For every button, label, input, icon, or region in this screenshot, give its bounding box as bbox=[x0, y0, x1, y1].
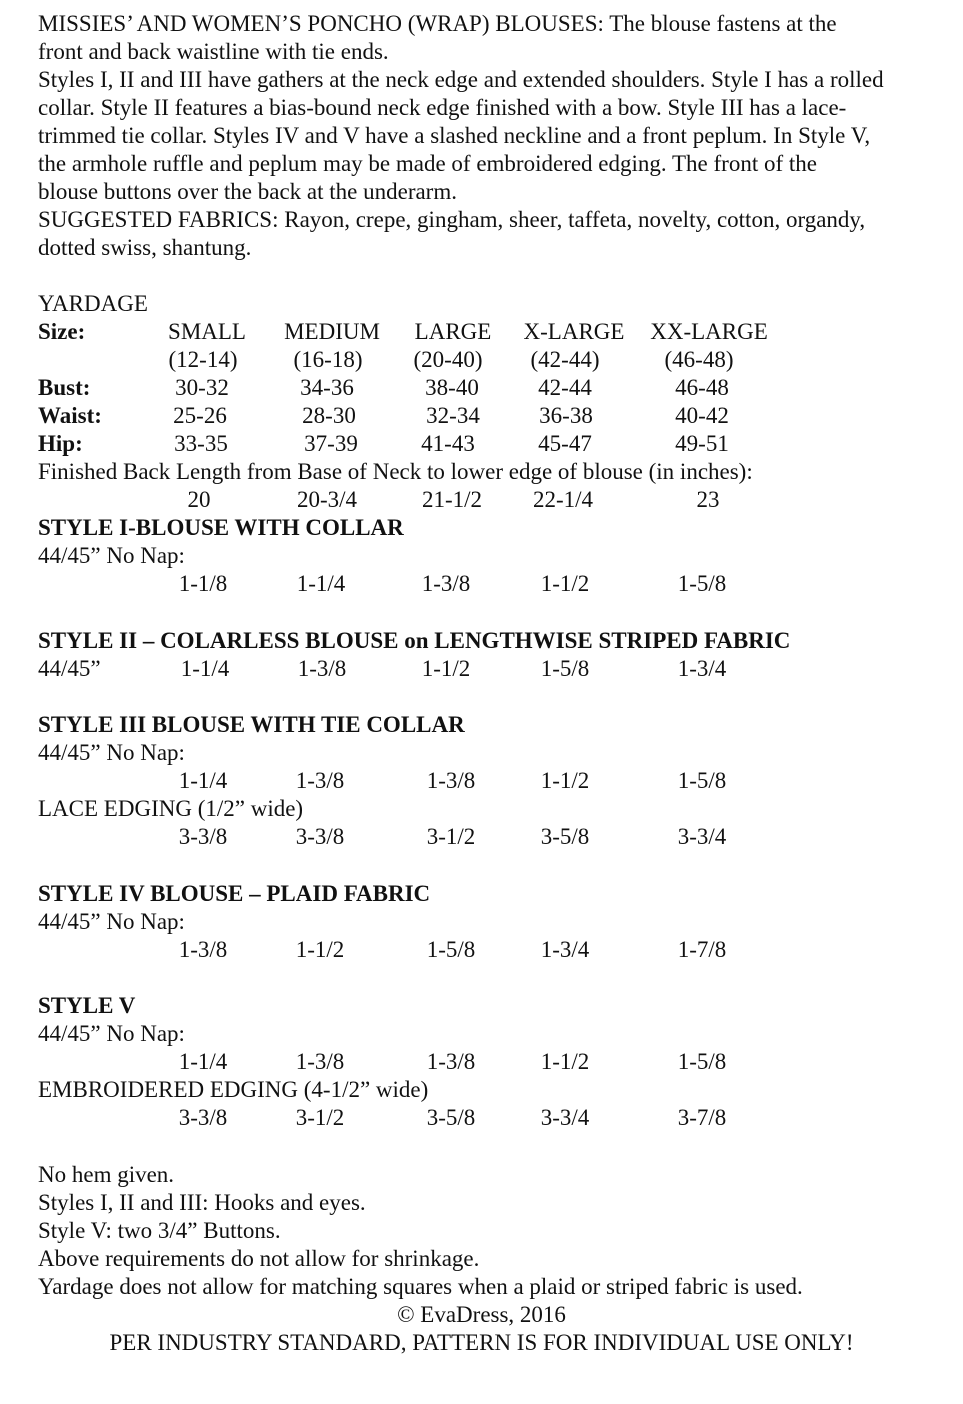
style-5-edging-value: 3-7/8 bbox=[677, 1105, 727, 1130]
note-line: Above requirements do not allow for shrinkage. bbox=[38, 1246, 480, 1271]
style-5-fabric-value: 1-3/8 bbox=[295, 1049, 345, 1074]
hip-value: 41-43 bbox=[421, 431, 475, 456]
style-3-edging-value: 3-5/8 bbox=[540, 824, 590, 849]
footer-notice: PER INDUSTRY STANDARD, PATTERN IS FOR INDIVIDUAL USE ONLY! bbox=[109, 1330, 854, 1355]
bust-value: 30-32 bbox=[175, 375, 229, 400]
size-range: (20-40) bbox=[413, 347, 483, 372]
size-small: SMALL bbox=[168, 319, 246, 344]
hip-label: Hip: bbox=[38, 431, 83, 456]
style-2-title: STYLE II – COLARLESS BLOUSE on LENGTHWISE STRIPED FABRIC bbox=[38, 628, 791, 653]
style-5-fabric-value: 1-3/8 bbox=[426, 1049, 476, 1074]
waist-value: 40-42 bbox=[675, 403, 729, 428]
note-line: Style V: two 3/4” Buttons. bbox=[38, 1218, 281, 1243]
bust-value: 38-40 bbox=[425, 375, 479, 400]
style-3-fabric-value: 1-5/8 bbox=[677, 768, 727, 793]
style-1-fabric-value: 1-3/8 bbox=[421, 571, 471, 596]
size-range: (46-48) bbox=[664, 347, 734, 372]
intro-line: dotted swiss, shantung. bbox=[38, 235, 252, 260]
style-3-fabric-value: 1-3/8 bbox=[426, 768, 476, 793]
intro-line: SUGGESTED FABRICS: Rayon, crepe, gingham, sheer, taffeta, novelty, cotton, organdy, bbox=[38, 207, 866, 232]
note-line: Styles I, II and III: Hooks and eyes. bbox=[38, 1190, 366, 1215]
size-medium: MEDIUM bbox=[284, 319, 380, 344]
intro-line: collar. Style II features a bias-bound neck edge finished with a bow. Style III has a lace- bbox=[38, 95, 847, 120]
back-length-value: 21-1/2 bbox=[421, 487, 483, 512]
style-2-fabric-value: 1-1/2 bbox=[421, 656, 471, 681]
back-length-value: 20-3/4 bbox=[296, 487, 358, 512]
back-length-value: 20 bbox=[187, 487, 211, 512]
style-3-edging-value: 3-3/8 bbox=[178, 824, 228, 849]
style-4-fabric-value: 1-1/2 bbox=[295, 937, 345, 962]
style-3-fabric-value: 1-3/8 bbox=[295, 768, 345, 793]
bust-label: Bust: bbox=[38, 375, 91, 400]
style-4-title: STYLE IV BLOUSE – PLAID FABRIC bbox=[38, 881, 431, 906]
copyright: © EvaDress, 2016 bbox=[397, 1302, 566, 1327]
style-2-fabric-value: 1-1/4 bbox=[180, 656, 230, 681]
intro-line: the armhole ruffle and peplum may be made of embroidered edging. The front of the bbox=[38, 151, 817, 176]
style-3-edging-value: 3-3/8 bbox=[295, 824, 345, 849]
style-2-fabric-value: 1-3/8 bbox=[297, 656, 347, 681]
yardage-heading: YARDAGE bbox=[38, 291, 148, 316]
bust-value: 42-44 bbox=[538, 375, 592, 400]
style-4-fabric-label: 44/45” No Nap: bbox=[38, 909, 185, 934]
size-range: (16-18) bbox=[293, 347, 363, 372]
style-3-fabric-label: 44/45” No Nap: bbox=[38, 740, 185, 765]
style-5-edging-value: 3-3/4 bbox=[540, 1105, 590, 1130]
style-4-fabric-value: 1-3/4 bbox=[540, 937, 590, 962]
style-2-fabric-value: 1-5/8 bbox=[540, 656, 590, 681]
style-5-edging-value: 3-5/8 bbox=[426, 1105, 476, 1130]
intro-line: MISSIES’ AND WOMEN’S PONCHO (WRAP) BLOUSES: The blouse fastens at the bbox=[38, 11, 837, 36]
hip-value: 45-47 bbox=[538, 431, 592, 456]
intro-line: trimmed tie collar. Styles IV and V have a slashed neckline and a front peplum. In Style V, bbox=[38, 123, 871, 148]
style-3-edging-value: 3-3/4 bbox=[677, 824, 727, 849]
waist-value: 25-26 bbox=[173, 403, 227, 428]
style-1-fabric-label: 44/45” No Nap: bbox=[38, 543, 185, 568]
hip-value: 33-35 bbox=[174, 431, 228, 456]
size-label: Size: bbox=[38, 319, 86, 344]
style-5-edging-value: 3-1/2 bbox=[295, 1105, 345, 1130]
style-1-fabric-value: 1-1/8 bbox=[178, 571, 228, 596]
style-5-fabric-value: 1-1/4 bbox=[178, 1049, 228, 1074]
style-1-fabric-value: 1-5/8 bbox=[677, 571, 727, 596]
size-range: (12-14) bbox=[168, 347, 238, 372]
size-x-large: X-LARGE bbox=[523, 319, 625, 344]
style-3-edging-value: 3-1/2 bbox=[426, 824, 476, 849]
size-range: (42-44) bbox=[530, 347, 600, 372]
style-2-fabric-value: 1-3/4 bbox=[677, 656, 727, 681]
style-4-fabric-value: 1-5/8 bbox=[426, 937, 476, 962]
style-4-fabric-value: 1-3/8 bbox=[178, 937, 228, 962]
intro-line: blouse buttons over the back at the underarm. bbox=[38, 179, 457, 204]
waist-value: 36-38 bbox=[539, 403, 593, 428]
note-line: No hem given. bbox=[38, 1162, 175, 1187]
size-xx-large: XX-LARGE bbox=[650, 319, 768, 344]
intro-line: Styles I, II and III have gathers at the neck edge and extended shoulders. Style I has a rolled bbox=[38, 67, 884, 92]
style-3-edging-label: LACE EDGING (1/2” wide) bbox=[38, 796, 304, 821]
style-5-edging-value: 3-3/8 bbox=[178, 1105, 228, 1130]
style-1-title: STYLE I-BLOUSE WITH COLLAR bbox=[38, 515, 404, 540]
note-line: Yardage does not allow for matching squares when a plaid or striped fabric is used. bbox=[38, 1274, 803, 1299]
intro-line: front and back waistline with tie ends. bbox=[38, 39, 389, 64]
style-5-fabric-value: 1-5/8 bbox=[677, 1049, 727, 1074]
bust-value: 34-36 bbox=[300, 375, 354, 400]
back-length-value: 23 bbox=[696, 487, 720, 512]
waist-label: Waist: bbox=[38, 403, 102, 428]
style-5-edging-label: EMBROIDERED EDGING (4-1/2” wide) bbox=[38, 1077, 429, 1102]
style-5-title: STYLE V bbox=[38, 993, 136, 1018]
hip-value: 49-51 bbox=[675, 431, 729, 456]
style-1-fabric-value: 1-1/2 bbox=[540, 571, 590, 596]
back-length-value: 22-1/4 bbox=[532, 487, 594, 512]
back-length-label: Finished Back Length from Base of Neck to lower edge of blouse (in inches): bbox=[38, 459, 753, 484]
waist-value: 28-30 bbox=[302, 403, 356, 428]
style-3-fabric-value: 1-1/4 bbox=[178, 768, 228, 793]
style-3-fabric-value: 1-1/2 bbox=[540, 768, 590, 793]
style-1-fabric-value: 1-1/4 bbox=[296, 571, 346, 596]
bust-value: 46-48 bbox=[675, 375, 729, 400]
style-4-fabric-value: 1-7/8 bbox=[677, 937, 727, 962]
style-5-fabric-label: 44/45” No Nap: bbox=[38, 1021, 185, 1046]
style-3-title: STYLE III BLOUSE WITH TIE COLLAR bbox=[38, 712, 465, 737]
style-2-fabric-label: 44/45” bbox=[38, 656, 101, 681]
hip-value: 37-39 bbox=[304, 431, 358, 456]
size-large: LARGE bbox=[414, 319, 492, 344]
style-5-fabric-value: 1-1/2 bbox=[540, 1049, 590, 1074]
waist-value: 32-34 bbox=[426, 403, 480, 428]
